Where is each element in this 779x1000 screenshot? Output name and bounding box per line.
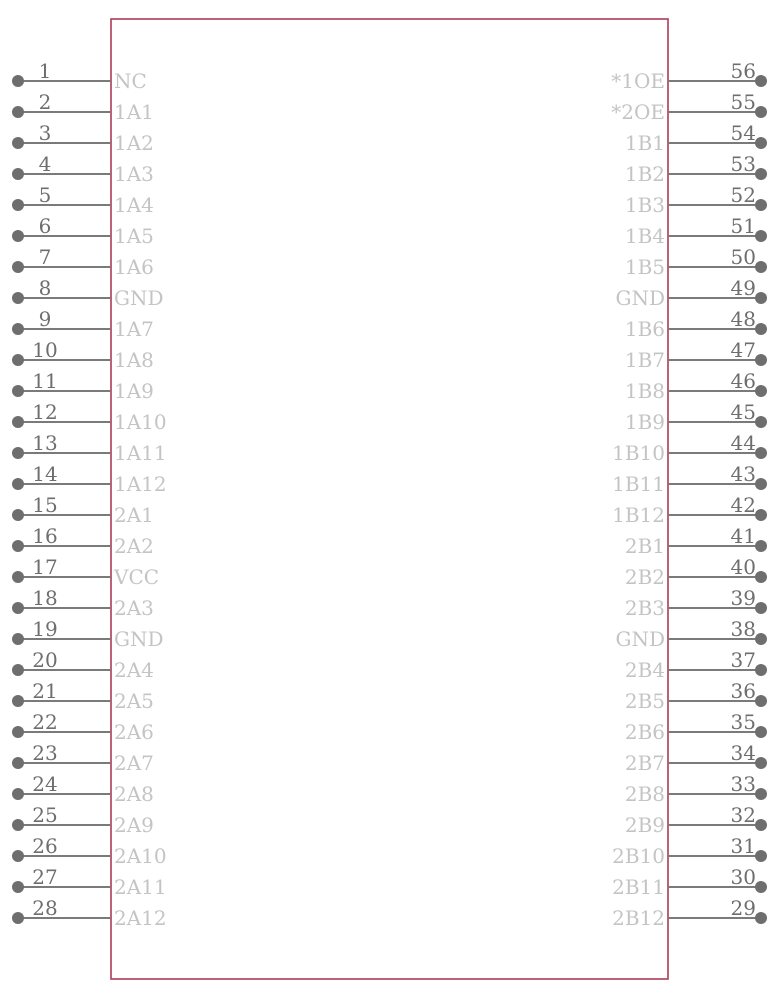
pin-53	[625, 152, 767, 186]
pin-number: 49	[730, 276, 756, 300]
pin-label: 2B9	[624, 813, 665, 837]
pin-label: NC	[114, 69, 147, 93]
pin-label: 2B7	[624, 751, 665, 775]
pin-number: 25	[32, 803, 58, 827]
pin-end-dot	[755, 230, 767, 242]
pin-number: 36	[730, 679, 756, 703]
pin-49	[615, 276, 767, 310]
pin-number: 40	[730, 555, 756, 579]
pin-end-dot	[12, 75, 24, 87]
pin-21	[12, 679, 154, 713]
pin-label: 1B12	[612, 503, 665, 527]
pin-label: 2B6	[624, 720, 665, 744]
pin-label: *2OE	[611, 100, 665, 124]
pin-23	[12, 741, 154, 775]
pin-label: 2A11	[114, 875, 167, 899]
pin-label: 1B9	[624, 410, 665, 434]
component-body	[111, 19, 668, 979]
pin-label: 1A3	[114, 162, 154, 186]
pin-label: 1B11	[612, 472, 665, 496]
pin-label: 2B2	[624, 565, 665, 589]
pin-25	[12, 803, 154, 837]
pin-number: 2	[38, 90, 52, 114]
pin-number: 12	[32, 400, 58, 424]
pin-label: 2B10	[612, 844, 665, 868]
pin-end-dot	[12, 602, 24, 614]
pin-label: 2A2	[114, 534, 154, 558]
pin-label: 1A12	[114, 472, 167, 496]
pin-end-dot	[755, 354, 767, 366]
pin-end-dot	[755, 478, 767, 490]
pin-end-dot	[755, 292, 767, 304]
pin-14	[12, 462, 167, 496]
pin-55	[611, 90, 767, 124]
pin-end-dot	[755, 912, 767, 924]
pin-end-dot	[755, 633, 767, 645]
pin-end-dot	[12, 416, 24, 428]
pin-40	[625, 555, 767, 589]
pin-label: 1B8	[624, 379, 665, 403]
pin-end-dot	[755, 509, 767, 521]
pin-label: 2A3	[114, 596, 154, 620]
pin-label: 1A4	[114, 193, 154, 217]
pin-end-dot	[755, 385, 767, 397]
pin-end-dot	[12, 571, 24, 583]
pin-label: 1A8	[114, 348, 154, 372]
pin-end-dot	[12, 478, 24, 490]
pin-label: 1A2	[114, 131, 154, 155]
pin-8	[12, 276, 164, 310]
pin-4	[12, 152, 154, 186]
pin-number: 51	[730, 214, 756, 238]
pin-number: 42	[730, 493, 756, 517]
pin-32	[625, 803, 767, 837]
pin-end-dot	[12, 168, 24, 180]
pin-36	[625, 679, 767, 713]
pin-33	[625, 772, 767, 806]
pin-label: 2A1	[114, 503, 154, 527]
pin-end-dot	[12, 261, 24, 273]
pin-7	[12, 245, 154, 279]
pin-end-dot	[12, 106, 24, 118]
pin-label: 1B7	[624, 348, 665, 372]
pin-end-dot	[12, 385, 24, 397]
pin-43	[612, 462, 767, 496]
pin-end-dot	[12, 354, 24, 366]
pin-47	[625, 338, 767, 372]
pin-number: 53	[730, 152, 756, 176]
pin-label: 2B12	[612, 906, 665, 930]
pin-end-dot	[755, 726, 767, 738]
pin-9	[12, 307, 154, 341]
pin-number: 7	[38, 245, 52, 269]
pin-38	[615, 617, 767, 651]
pin-number: 34	[730, 741, 756, 765]
pin-label: 2A10	[114, 844, 167, 868]
pin-15	[12, 493, 154, 527]
pin-number: 6	[38, 214, 52, 238]
pin-5	[12, 183, 154, 217]
pin-number: 20	[32, 648, 58, 672]
pin-number: 23	[32, 741, 58, 765]
pin-label: GND	[615, 286, 665, 310]
pin-11	[12, 369, 154, 403]
pin-end-dot	[755, 602, 767, 614]
pin-label: 1A5	[114, 224, 154, 248]
pin-end-dot	[755, 788, 767, 800]
pin-number: 47	[730, 338, 756, 362]
pin-end-dot	[12, 292, 24, 304]
pin-28	[12, 896, 167, 930]
right-pin-group	[611, 59, 767, 930]
pin-51	[625, 214, 767, 248]
pin-1	[12, 59, 147, 93]
pin-number: 11	[32, 369, 58, 393]
pin-end-dot	[12, 757, 24, 769]
pin-35	[625, 710, 767, 744]
pin-34	[625, 741, 767, 775]
pin-label: 2B8	[624, 782, 665, 806]
pin-10	[12, 338, 154, 372]
pin-end-dot	[755, 819, 767, 831]
pin-number: 10	[32, 338, 58, 362]
pin-20	[12, 648, 154, 682]
pin-number: 15	[32, 493, 58, 517]
pin-26	[12, 834, 167, 868]
pin-50	[625, 245, 767, 279]
pin-end-dot	[755, 757, 767, 769]
pin-label: 2B5	[624, 689, 665, 713]
pin-end-dot	[755, 199, 767, 211]
pin-39	[625, 586, 767, 620]
pin-37	[625, 648, 767, 682]
pin-13	[12, 431, 167, 465]
pin-number: 52	[730, 183, 756, 207]
pin-end-dot	[12, 137, 24, 149]
pin-end-dot	[755, 850, 767, 862]
pin-19	[12, 617, 164, 651]
pin-label: GND	[615, 627, 665, 651]
pin-number: 8	[38, 276, 52, 300]
pin-number: 44	[730, 431, 756, 455]
pin-22	[12, 710, 154, 744]
pin-44	[612, 431, 767, 465]
pin-56	[611, 59, 767, 93]
pin-end-dot	[755, 416, 767, 428]
pin-number: 29	[730, 896, 756, 920]
pin-label: 2B4	[624, 658, 665, 682]
pin-label: 1B3	[624, 193, 665, 217]
pin-end-dot	[755, 75, 767, 87]
pin-end-dot	[755, 447, 767, 459]
pin-number: 39	[730, 586, 756, 610]
pin-end-dot	[755, 664, 767, 676]
pin-end-dot	[755, 695, 767, 707]
pin-label: 1A1	[114, 100, 154, 124]
pin-number: 38	[730, 617, 756, 641]
pin-number: 13	[32, 431, 58, 455]
pin-label: 1A7	[114, 317, 154, 341]
pin-label: 2A8	[114, 782, 154, 806]
pin-number: 19	[32, 617, 58, 641]
pin-17	[12, 555, 159, 589]
pin-label: 2B1	[624, 534, 665, 558]
pin-label: 1A9	[114, 379, 154, 403]
pin-number: 18	[32, 586, 58, 610]
pin-end-dot	[12, 726, 24, 738]
pin-46	[625, 369, 767, 403]
pin-label: 1B6	[624, 317, 665, 341]
pin-label: 1B4	[624, 224, 665, 248]
left-pin-group	[12, 59, 167, 930]
pin-number: 22	[32, 710, 58, 734]
pin-label: 2A4	[114, 658, 154, 682]
pin-end-dot	[12, 695, 24, 707]
pin-45	[625, 400, 767, 434]
pin-end-dot	[12, 633, 24, 645]
pin-label: *1OE	[611, 69, 665, 93]
pin-end-dot	[12, 819, 24, 831]
pin-number: 55	[730, 90, 756, 114]
pin-number: 14	[32, 462, 58, 486]
pin-label: GND	[114, 627, 164, 651]
pin-number: 35	[730, 710, 756, 734]
pin-number: 46	[730, 369, 756, 393]
pin-label: 1A6	[114, 255, 154, 279]
pin-18	[12, 586, 154, 620]
pin-label: 2A9	[114, 813, 154, 837]
pin-end-dot	[12, 509, 24, 521]
pin-30	[612, 865, 767, 899]
pin-48	[625, 307, 767, 341]
pin-end-dot	[12, 230, 24, 242]
pin-number: 50	[730, 245, 756, 269]
pin-24	[12, 772, 154, 806]
pin-number: 24	[32, 772, 58, 796]
pin-end-dot	[12, 323, 24, 335]
pin-end-dot	[12, 199, 24, 211]
pin-label: 1B5	[624, 255, 665, 279]
pin-number: 41	[730, 524, 756, 548]
pin-label: 2A12	[114, 906, 167, 930]
pin-41	[625, 524, 767, 558]
pin-number: 26	[32, 834, 58, 858]
pin-6	[12, 214, 154, 248]
pin-label: 2B11	[612, 875, 665, 899]
pin-number: 5	[38, 183, 52, 207]
pin-number: 9	[38, 307, 52, 331]
pin-number: 21	[32, 679, 58, 703]
pin-end-dot	[755, 323, 767, 335]
pin-end-dot	[12, 540, 24, 552]
pin-number: 30	[730, 865, 756, 889]
pin-number: 37	[730, 648, 756, 672]
pin-number: 31	[730, 834, 756, 858]
pin-42	[612, 493, 767, 527]
pin-label: 1A11	[114, 441, 167, 465]
pin-54	[625, 121, 767, 155]
pin-number: 28	[32, 896, 58, 920]
pin-end-dot	[12, 664, 24, 676]
pin-number: 27	[32, 865, 58, 889]
pin-16	[12, 524, 154, 558]
pin-2	[12, 90, 154, 124]
pin-end-dot	[755, 881, 767, 893]
pin-3	[12, 121, 154, 155]
pin-end-dot	[755, 540, 767, 552]
pin-end-dot	[755, 571, 767, 583]
pin-end-dot	[755, 168, 767, 180]
pin-number: 4	[38, 152, 52, 176]
pin-label: 2A7	[114, 751, 154, 775]
pin-end-dot	[12, 788, 24, 800]
pin-end-dot	[12, 850, 24, 862]
pin-29	[612, 896, 767, 930]
pin-number: 43	[730, 462, 756, 486]
pin-label: 2B3	[624, 596, 665, 620]
pin-end-dot	[12, 912, 24, 924]
pin-number: 56	[730, 59, 756, 83]
pin-end-dot	[755, 106, 767, 118]
pin-number: 16	[32, 524, 58, 548]
pin-label: GND	[114, 286, 164, 310]
pin-label: 1A10	[114, 410, 167, 434]
pin-end-dot	[755, 137, 767, 149]
pin-27	[12, 865, 167, 899]
pin-31	[612, 834, 767, 868]
pin-number: 1	[38, 59, 52, 83]
pin-number: 33	[730, 772, 756, 796]
pin-number: 3	[38, 121, 52, 145]
pin-number: 54	[730, 121, 756, 145]
pin-label: 2A5	[114, 689, 154, 713]
pin-end-dot	[755, 261, 767, 273]
pin-label: 1B10	[612, 441, 665, 465]
pin-end-dot	[12, 881, 24, 893]
pin-number: 32	[730, 803, 756, 827]
pin-label: 1B2	[624, 162, 665, 186]
pin-52	[625, 183, 767, 217]
pin-number: 17	[32, 555, 58, 579]
pin-label: 2A6	[114, 720, 154, 744]
pin-12	[12, 400, 167, 434]
pin-label: VCC	[114, 565, 160, 589]
pin-end-dot	[12, 447, 24, 459]
pin-label: 1B1	[624, 131, 665, 155]
pin-number: 45	[730, 400, 756, 424]
pin-number: 48	[730, 307, 756, 331]
